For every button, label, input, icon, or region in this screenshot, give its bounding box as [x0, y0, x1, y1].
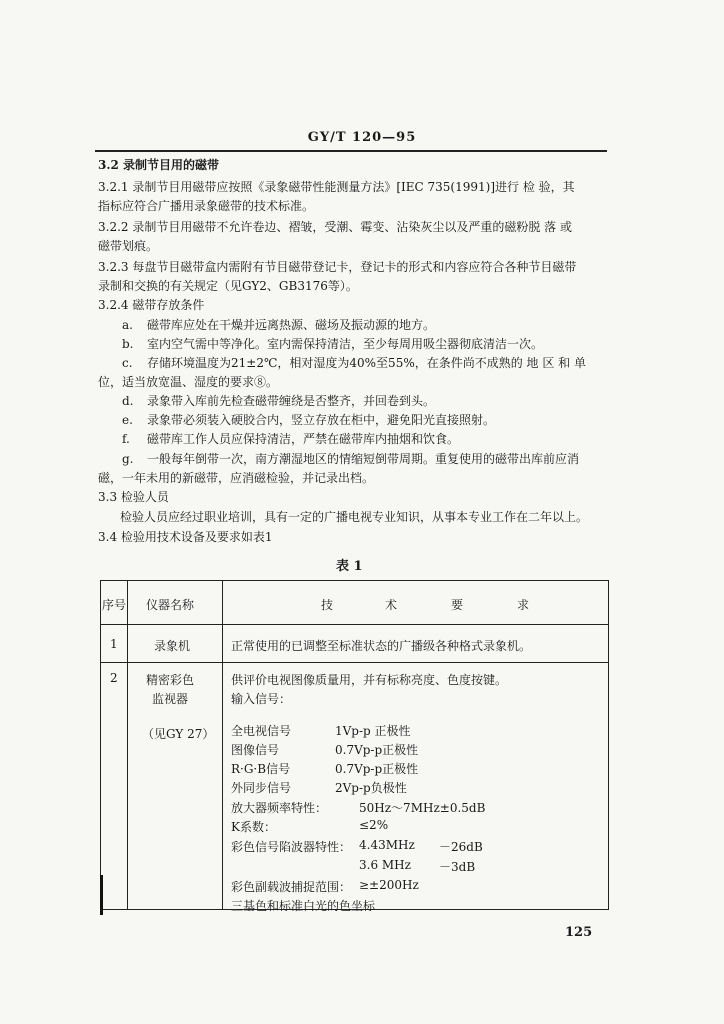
notch-freq-1: 4.43MHz	[359, 838, 415, 852]
row2-name-line3: （见GY 27）	[142, 727, 215, 741]
table-row	[101, 663, 609, 910]
notch-label: 彩色信号陷波器特性：	[231, 840, 352, 854]
row2-name-line2: 监视器	[152, 692, 189, 706]
row1-req-text: 正常使用的已调整至标准状态的广播级各种格式录象机。	[231, 639, 532, 653]
notch-db-1: －26dB	[439, 840, 483, 854]
header-no	[101, 581, 128, 625]
header-req-char-3: 要	[451, 598, 464, 612]
signal-label-1: 全电视信号	[231, 724, 292, 738]
header-req	[223, 581, 609, 625]
section-3-2-3-line2: 录制和交换的有关规定（见GY2、GB3176等）。	[98, 279, 358, 293]
signal-value-4: 2Vp-p负极性	[335, 781, 407, 795]
item-b-text: 室内空气需中等净化。室内需保持清洁，至少每周用吸尘器彻底清洁一次。	[147, 337, 544, 351]
item-e-text: 录象带必须装入硬胶合内，竖立存放在柜中，避免阳光直接照射。	[147, 413, 496, 427]
section-3-2-2-line1: 3.2.2 录制节目用磁带不允许卷边、褶皱，受潮、霉变、沾染灰尘以及严重的磁粉脱 落 或	[98, 220, 572, 234]
row2-name-line1: 精密彩色	[146, 673, 195, 687]
item-g-mark: g.	[122, 452, 134, 466]
signal-label-4: 外同步信号	[231, 781, 292, 795]
row1-name-text: 录象机	[154, 639, 191, 653]
row2-no-text: 2	[110, 671, 118, 685]
section-3-2-1-line1: 3.2.1 录制节目用磁带应按照《录象磁带性能测量方法》[IEC 735(1991)]进行 检 验，其	[98, 180, 575, 194]
item-c-text: 存储环境温度为21±2℃，相对湿度为40%至55%，在条件尚不成熟的 地 区 和 单	[147, 356, 586, 370]
row1-no	[101, 625, 128, 663]
section-3-2-heading: 3.2 录制节目用的磁带	[98, 158, 220, 172]
section-3-4-heading: 3.4 检验用技术设备及要求如表1	[98, 530, 273, 544]
row1-name	[128, 625, 223, 663]
amp-label: 放大器频率特性：	[231, 801, 328, 815]
item-a-text: 磁带库应处在干燥并远离热源、磁场及振动源的地方。	[147, 318, 436, 332]
item-b-mark: b.	[122, 337, 134, 351]
item-e-mark: e.	[122, 413, 133, 427]
carrier-label: 彩色副载波捕捉范围：	[231, 880, 352, 894]
amp-value: 50Hz～7MHz±0.5dB	[359, 801, 486, 815]
header-name	[128, 581, 223, 625]
signal-value-2: 0.7Vp-p正极性	[335, 743, 419, 757]
item-f-mark: f.	[122, 432, 130, 446]
header-req-char-4: 求	[517, 598, 530, 612]
signal-value-3: 0.7Vp-p正极性	[335, 762, 419, 776]
row2-no	[101, 663, 128, 910]
item-f-text: 磁带库工作人员应保持清洁，严禁在磁带库内抽烟和饮食。	[147, 432, 460, 446]
row2-req-intro-2: 输入信号：	[231, 692, 292, 706]
header-rule	[95, 150, 607, 152]
carrier-value: ≥±200Hz	[359, 878, 419, 892]
page-number: 125	[565, 925, 593, 940]
signal-value-1: 1Vp-p 正极性	[335, 724, 411, 738]
table-header-row	[101, 581, 609, 625]
notch-db-2: －3dB	[439, 860, 476, 874]
row2-req-intro-1: 供评价电视图像质量用，并有标称亮度、色度按键。	[231, 673, 508, 687]
k-value: ≤2%	[359, 818, 389, 832]
chroma-text: 三基色和标准白光的色坐标	[231, 899, 376, 913]
item-g-text-cont: 磁，一年未用的新磁带，应消磁检验，并记录出档。	[98, 471, 375, 485]
item-a-mark: a.	[122, 318, 133, 332]
section-3-2-3-line1: 3.2.3 每盘节目磁带盒内需附有节目磁带登记卡，登记卡的形式和内容应符合各种节目磁带	[98, 260, 577, 274]
header-req-char-2: 术	[385, 598, 398, 612]
item-c-mark: c.	[122, 356, 133, 370]
section-3-2-2-line2: 磁带划痕。	[98, 239, 159, 253]
item-d-mark: d.	[122, 394, 134, 408]
table-title: 表 1	[336, 559, 363, 574]
section-3-2-1-line2: 指标应符合广播用录象磁带的技术标准。	[98, 199, 315, 213]
row2-req	[223, 663, 609, 913]
table-row	[101, 625, 609, 663]
row2-name	[128, 663, 223, 910]
scan-edge-mark	[100, 875, 103, 915]
header-no-text: 序号	[102, 598, 127, 612]
item-c-text-cont: 位，适当放宽温、湿度的要求⑧。	[98, 375, 279, 389]
equipment-table	[100, 580, 609, 913]
row1-no-text: 1	[110, 637, 118, 651]
item-d-text: 录象带入库前先检查磁带缠绕是否整齐，并回卷到头。	[147, 394, 436, 408]
item-g-text: 一般每年倒带一次，南方潮湿地区的情缩短倒带周期。重复使用的磁带出库前应消	[147, 452, 580, 466]
signal-label-3: R·G·B信号	[231, 762, 291, 776]
document-header: GY/T 120—95	[307, 130, 417, 145]
section-3-3-heading: 3.3 检验人员	[98, 490, 169, 504]
k-label: K系数：	[231, 820, 276, 834]
notch-freq-2: 3.6 MHz	[359, 858, 411, 872]
header-req-char-1: 技	[321, 598, 334, 612]
signal-label-2: 图像信号	[231, 743, 280, 757]
row1-req	[223, 625, 609, 663]
header-name-text: 仪器名称	[146, 598, 195, 612]
section-3-2-4-heading: 3.2.4 磁带存放条件	[98, 298, 205, 312]
section-3-3-text: 检验人员应经过职业培训，具有一定的广播电视专业知识，从事本专业工作在二年以上。	[120, 510, 589, 524]
